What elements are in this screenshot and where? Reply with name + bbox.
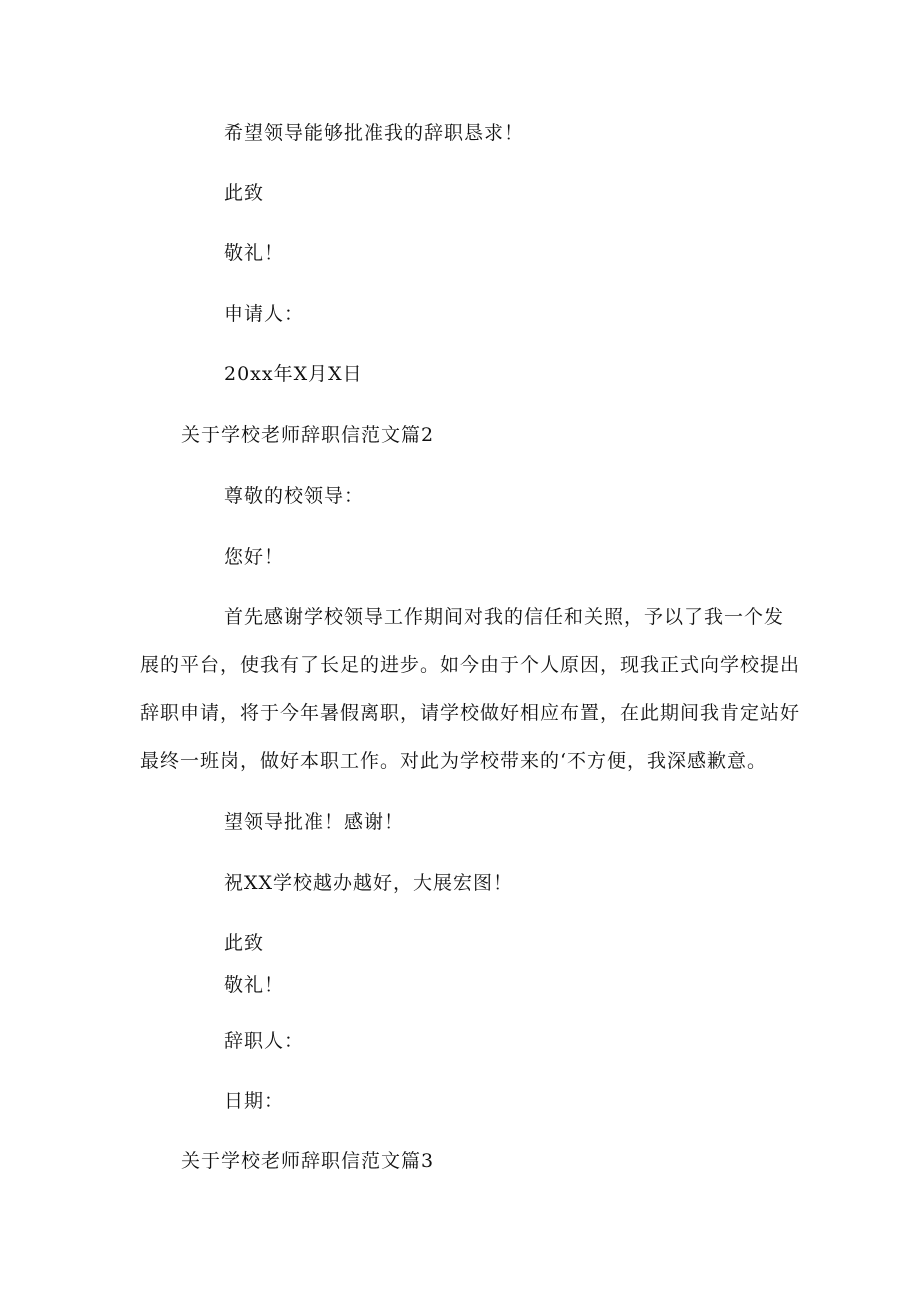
resigner-label: 辞职人： <box>224 1030 305 1052</box>
wish-line: 祝XX学校越办越好，大展宏图！ <box>224 872 514 894</box>
applicant-label: 申请人： <box>224 303 305 325</box>
salutation: 尊敬的校领导： <box>224 485 365 507</box>
closing-cizhi-2: 此致 <box>224 932 265 954</box>
section-heading-2: 关于学校老师辞职信范文篇2 <box>181 424 435 446</box>
paragraph-line-1: 首先感谢学校领导工作期间对我的信任和关照，予以了我一个发 <box>224 606 785 628</box>
paragraph-line-2: 展的平台，使我有了长足的进步。如今由于个人原因，现我正式向学校提出 <box>140 654 801 676</box>
date-line: 20xx年X月X日 <box>224 363 363 385</box>
request-approval-line: 希望领导能够批准我的辞职恳求！ <box>224 122 525 144</box>
closing-cizhi: 此致 <box>224 182 265 204</box>
paragraph-line-3: 辞职申请，将于今年暑假离职，请学校做好相应布置，在此期间我肯定站好 <box>140 702 801 724</box>
date-label: 日期： <box>224 1090 285 1112</box>
greeting: 您好！ <box>224 546 285 568</box>
closing-jingli-2: 敬礼！ <box>224 974 285 996</box>
closing-jingli: 敬礼！ <box>224 242 285 264</box>
approval-thanks-line: 望领导批准！感谢！ <box>224 811 405 833</box>
section-heading-3: 关于学校老师辞职信范文篇3 <box>181 1150 435 1172</box>
paragraph-line-4: 最终一班岗，做好本职工作。对此为学校带来的‘不方便，我深感歉意。 <box>140 750 768 772</box>
